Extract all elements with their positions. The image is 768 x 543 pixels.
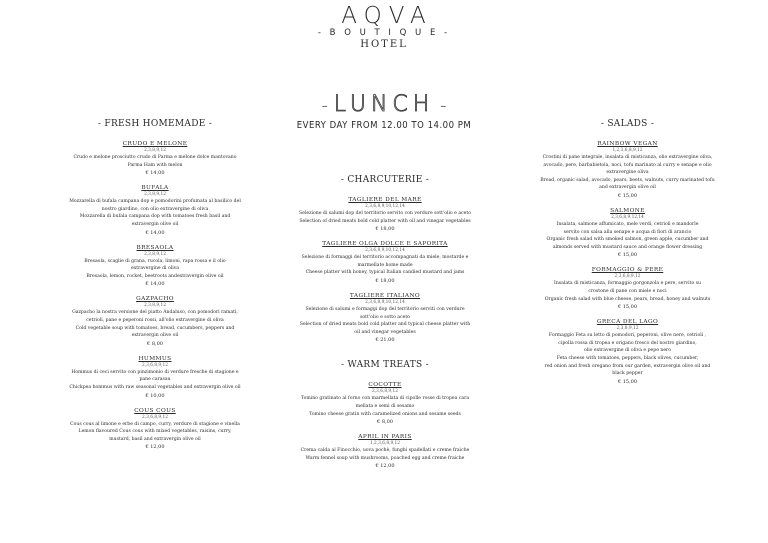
allergen-codes: 2,3,8,9,12: [144, 251, 166, 257]
menu-item-description: Tomino gratinato al forno con marmellata di cipolle rosse di tropea cara: [300, 396, 470, 402]
menu-item-description: oil and vinegar vegetables: [354, 329, 416, 335]
menu-item-name: CRUDO E MELONE: [122, 141, 188, 147]
menu-item: [285, 196, 485, 233]
menu-item-price: € 18,00: [375, 277, 395, 284]
menu-item: [285, 292, 485, 344]
lunch-heading: [234, 92, 534, 132]
menu-item-description: Cous cous al limone e erbe di campo, curry, verdure di stagione e vinella: [70, 421, 240, 427]
charcuterie-warm-column: [285, 174, 485, 477]
menu-item-description: mellata e semi di sesamo: [355, 403, 415, 409]
lunch-dash-left: -: [321, 95, 334, 116]
menu-item-description: Bread, organic salad, avocado, pears, beets, walnuts, curry marinated tofu: [540, 177, 715, 183]
menu-item-name: TAGLIERE DEL MARE: [348, 197, 422, 203]
menu-item-description: Selezione di formaggi del territorio accompagnati da miele, mostarde e: [301, 255, 469, 261]
menu-item-description: Crudo e melone prosciutto crudo di Parma e melone dolce mantovano: [73, 155, 237, 160]
allergen-codes: 2,3,8,9,12: [144, 192, 166, 198]
lunch-hours: EVERY DAY FROM 12.00 TO 14.00 PM: [296, 120, 472, 131]
menu-item-description: avocado, pere, barbabietola, noci, tofu marinato al curry e senape e olio: [543, 162, 712, 168]
brand-subtitle: - B O U T I Q U E -: [317, 28, 451, 38]
allergen-codes: 2,3,8,9,12: [144, 148, 166, 153]
menu-item-description: extravergin olive oil: [131, 333, 179, 339]
allergen-codes: 2,3,6,8,9,10,12,14: [365, 204, 405, 209]
menu-item: [505, 140, 750, 200]
salads-column: [505, 118, 750, 393]
menu-item-description: red onion and fresh oregano from our garden, extravergin olive oil and: [544, 363, 711, 369]
warm-section-title: - WARM TREATS -: [341, 360, 429, 371]
lunch-title: [234, 92, 534, 119]
menu-item-name: COUS COUS: [134, 407, 176, 414]
menu-item-price: € 15,00: [617, 192, 638, 199]
fresh-section-title: - FRESH HOMEMADE -: [97, 119, 213, 129]
menu-item-description: Organic fresh salad with blue cheese, pears, bread, honey and walnuts: [544, 296, 711, 302]
menu-item-description: Tomino cheese gratin with caramelized onions and sesame seeds: [309, 411, 461, 417]
menu-item-description: Hommus di ceci servito con pinzimonio di verdure fresche di stagione e: [71, 369, 239, 375]
menu-item-description: extravergine oliva: [606, 170, 649, 176]
menu-item-price: € 14,00: [145, 170, 165, 177]
menu-item: [40, 184, 270, 236]
allergen-codes: 2,3,6,8,9,12,14: [611, 214, 644, 220]
menu-item-description: Formaggio Feta su letto di pomodori, peperoni, olive nere, cetrioli ,: [548, 333, 707, 339]
menu-item-name: TAGLIERE ITALIANO: [349, 292, 421, 299]
allergen-codes: 1,2,3,6,8,9,12: [612, 148, 643, 153]
menu-item-name: SALMONE: [610, 207, 645, 214]
menu-item-description: Selection of dried meats bold cold platter with oil and vinegar vegetables: [299, 218, 471, 224]
menu-item: [285, 240, 485, 285]
menu-item: [40, 140, 270, 177]
menu-item-description: Warm fennel soup with mushrooms, poached egg and creme fraiche: [305, 455, 465, 461]
menu-item-description: Cold vegetable soup with tomatoes, bread, cucumbers, peppers and: [75, 325, 235, 331]
menu-item: [285, 381, 485, 426]
menu-item-name: HUMMUS: [138, 355, 172, 362]
menu-item-description: marmellate home made: [357, 262, 413, 268]
menu-item-description: Feta cheese with tomatoes, peppers, black olives, cucumber,: [556, 355, 699, 361]
menu-item-description: extravergine di oliva: [130, 266, 180, 272]
menu-item-description: olio extravergine di oliva e pepe nero: [583, 348, 672, 354]
allergen-codes: 2,3,6,8,9,12: [142, 362, 168, 368]
menu-item-description: pane carasau: [139, 377, 171, 383]
allergen-codes: 2,3,8,9,12: [144, 303, 166, 309]
hotel-logo: [0, 4, 768, 51]
menu-item-name: RAINBOW VEGAN: [597, 141, 658, 147]
menu-item-description: servito con salsa alla senape e acqua di fiori di arancio: [563, 229, 692, 235]
menu-item-name: APRIL IN PARIS: [358, 434, 412, 441]
menu-item-name: GRECA DEL LAGO: [596, 319, 659, 326]
menu-item-name: FORMAGGIO & PERE: [591, 267, 664, 274]
menu-item-description: sott'olio e sotto aceto: [360, 314, 410, 320]
menu-item-name: BUFALA: [141, 185, 169, 192]
menu-item-price: € 12,00: [375, 463, 395, 470]
menu-item-description: almonds served with mustard sauce and orange flower dressing: [552, 244, 703, 250]
menu-item: [40, 355, 270, 400]
menu-item-price: € 8,00: [147, 340, 163, 347]
menu-item-description: crostone di pane con miele e noci: [588, 288, 667, 294]
charcuterie-section-title: - CHARCUTERIE -: [340, 175, 430, 185]
menu-item-name: BRESAOLA: [136, 244, 174, 251]
menu-item-description: nostro giardino, con olio extravergine di oliva: [101, 206, 209, 212]
menu-item-name: TAGLIERE OLGA DOLCE E SAPORITA: [322, 241, 448, 248]
menu-item-price: € 18,00: [375, 226, 395, 233]
menu-item-description: Bresaola, scaglie di grana, rucola, limoni, rapa rossa e il olio: [84, 258, 226, 264]
menu-item-name: GAZPACHO: [136, 296, 174, 303]
menu-item-description: Cheese platter with honey, typical Italian candied mustard and jams: [305, 270, 465, 276]
menu-item-price: € 8,00: [377, 419, 393, 426]
menu-item: [505, 318, 750, 386]
menu-item-description: extravergin olive oil: [131, 221, 179, 227]
menu-item-name: COCOTTE: [368, 382, 402, 389]
menu-item-price: € 15,00: [617, 252, 638, 259]
menu-item-description: Insalata di misticanza, formaggio gorgonzola e pere, servito su: [554, 281, 701, 287]
menu-item-price: € 10,00: [145, 392, 165, 399]
menu-item-price: € 14,00: [145, 229, 165, 236]
menu-item-description: Chickpea hommus with raw seasonal vegetables and extravergin olive oil: [69, 384, 241, 390]
allergen-codes: 2,3,6,8,9,10,12,14: [365, 299, 405, 305]
menu-item-description: Parma Ham with melon: [127, 162, 183, 168]
allergen-codes: 2,3,6,8,9,12: [372, 389, 398, 395]
lunch-title-text: LUNCH: [333, 92, 435, 117]
menu-item: [505, 207, 750, 259]
menu-item-description: Crema calda al Finocchio, uova pochè, funghi spadellati e creme fraiche: [300, 448, 470, 454]
menu-item-description: Mozzarella di bufala campana dop e pomodorini profumata al basilico del: [69, 199, 241, 205]
menu-item-description: Selezione di salumi dop del territorio servito con verdure sott'olio e aceto: [299, 211, 471, 216]
menu-item-description: Bresaola, lemon, rocket, beetroots andextravergin olive oil: [86, 273, 224, 279]
menu-item-description: cipolla rossa di tropea e origano fresco del nostro giardino,: [558, 340, 697, 346]
menu-item-description: Selection of dried meats bold cold platter and typical cheese platter with: [299, 322, 471, 328]
brand-name: AQVA: [341, 3, 433, 29]
menu-item-description: and extravergin olive oil: [599, 185, 656, 191]
section-gap: [285, 351, 485, 359]
menu-item-price: € 14,00: [145, 281, 165, 288]
menu-item: [40, 407, 270, 452]
menu-item-description: Selezione di salumi e formaggi dop del territorio serviti con verdure: [305, 306, 465, 312]
menu-item-description: black pepper: [612, 371, 643, 377]
menu-item-description: Mozzarella di bufala campana dop with tomatoes fresh basil and: [79, 214, 231, 220]
menu-item: [40, 244, 270, 289]
brand-hotel: HOTEL: [360, 39, 408, 50]
menu-item: [505, 266, 750, 311]
menu-item: [40, 295, 270, 347]
menu-item-description: Crostini di pane integrale, insalata di misticanza, olio extravergine oliva,: [542, 155, 713, 160]
menu-item-description: Gazpacho la nostra versione del piatto Andaluso, con pomodori ramati,: [72, 310, 238, 316]
menu-item-description: Organic fresh salad with smoked salmon, green apple, cucumber and: [546, 237, 709, 243]
allergen-codes: 2,3,6,8,9,12: [614, 274, 641, 280]
menu-item-price: € 15,00: [617, 378, 638, 385]
menu-item-price: € 15,00: [617, 304, 638, 311]
menu-item-description: cetrioli, pane e peperoni rossi, all'olio extravergine di oliva: [86, 317, 224, 323]
menu-item-description: Insalata, salmone affumicato, mele verdi, cetrioli e mandorle: [556, 221, 699, 227]
menu-item-price: € 12,00: [145, 444, 165, 451]
fresh-homemade-column: [40, 118, 270, 458]
menu-item: [285, 433, 485, 470]
salads-section-title: - SALADS -: [600, 119, 655, 129]
menu-item-price: € 21,00: [375, 337, 395, 344]
menu-item-description: mustard, basil and extravergin olive oil: [109, 436, 201, 442]
menu-item-description: Lemon flavoured Cous cous with mixed vegetables, raisins, curry,: [78, 429, 232, 435]
allergen-codes: 1,2,3,6,8,9,12: [369, 441, 401, 447]
allergen-codes: 2,3,6,8,9,10,12,14: [365, 248, 405, 254]
lunch-dash-right: -: [434, 95, 447, 116]
allergen-codes: 2,3,6,8,9,12: [142, 414, 168, 420]
allergen-codes: 2,3,8,9,12: [616, 326, 639, 332]
